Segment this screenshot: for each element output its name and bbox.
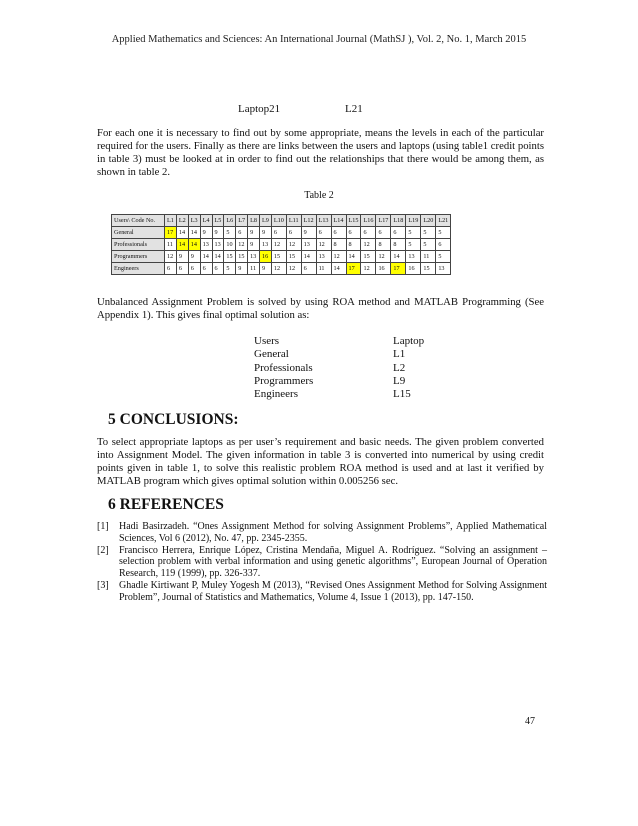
table-cell: 15 [361,251,376,263]
table-cell: 16 [376,263,391,275]
table-column-header: L10 [271,215,286,227]
table-cell: 5 [406,227,421,239]
table-cell: 13 [316,251,331,263]
table-cell: 9 [200,227,212,239]
table-cell: 12 [331,251,346,263]
table-cell: 6 [176,263,188,275]
solution-laptop: L9 [393,374,406,387]
table-column-header: L9 [260,215,272,227]
solution-row [254,362,424,375]
body-paragraph-1: For each one it is necessary to find out by some appropriate, means the levels in each of the particular required for the users. Finally as there are links between the users and laptops (using table1 credit points in table 3) must be looked at in order to find out the relationships that there would be among them, as shown in table 2. [97,127,544,178]
table-cell: 12 [361,239,376,251]
table-cell: 14 [176,239,188,251]
table-column-header: L20 [421,215,436,227]
table-cell: 9 [260,263,272,275]
running-header: Applied Mathematics and Sciences: An International Journal (MathSJ ), Vol. 2, No. 1, March 2015 [111,34,527,45]
table-column-header: L8 [248,215,260,227]
table-cell: 6 [286,227,301,239]
table-cell: 12 [286,239,301,251]
table-row [112,239,451,251]
page-number: 47 [525,716,535,727]
table-cell: 6 [346,227,361,239]
table-cell: 13 [301,239,316,251]
table-cell: 6 [188,263,200,275]
table-cell: 15 [421,263,436,275]
table-column-header: L11 [286,215,301,227]
table-column-header: L16 [361,215,376,227]
table-column-header: L13 [316,215,331,227]
table-cell: 6 [316,227,331,239]
solution-row [254,375,424,388]
table-cell: 6 [271,227,286,239]
conclusions-text: To select appropriate laptops as per user’s requirement and basic needs. The given problem converted into Assignment Model. The given information in table 3 is converted into numerical by using credit points given in table 1, to solve this realistic problem ROA method is used and at last it verified by MATLAB program which gives optimal solution within 0.005256 sec. [97,436,544,487]
table-cell: 8 [331,239,346,251]
table-cell: 11 [248,263,260,275]
table-header-row [112,215,451,227]
reference-item [97,580,547,604]
table-cell: 17 [346,263,361,275]
table-column-header: L12 [301,215,316,227]
table-cell: 6 [165,263,177,275]
table-cell: 6 [376,227,391,239]
solution-header-laptop: Laptop [393,335,425,347]
table-cell: 13 [200,239,212,251]
table-cell: 14 [346,251,361,263]
table-cell: 13 [248,251,260,263]
table-cell: 15 [271,251,286,263]
reference-text: Ghadle Kirtiwant P, Muley Yogesh M (2013), “Revised Ones Assignment Method for Solving Assignment Problem”, Journal of Statistics and Mathematics, Volume 4, Issue 1 (2013), pp. 147-150. [119,579,547,603]
solution-laptop: L1 [393,348,406,361]
table-cell: 9 [212,227,224,239]
table-cell: 14 [176,227,188,239]
table-cell: 15 [224,251,236,263]
table-cell: 5 [224,263,236,275]
table-column-header: L1 [165,215,177,227]
table-cell: 8 [391,239,406,251]
solution-header-row [254,335,424,348]
table-cell: 13 [406,251,421,263]
body-paragraph-2: Unbalanced Assignment Problem is solved by using ROA method and MATLAB Programming (See Appendix 1). This gives final optimal solution as: [97,296,544,321]
solution-user: Professionals [254,361,313,374]
solution-user: General [254,348,289,361]
table-column-header: L15 [346,215,361,227]
table-cell: 12 [271,263,286,275]
table-column-header: L5 [212,215,224,227]
table-cell: 6 [331,227,346,239]
table-cell: 5 [421,239,436,251]
table-column-header: L3 [188,215,200,227]
table-cell: 16 [406,263,421,275]
table-cell: 14 [301,251,316,263]
table-cell: 5 [224,227,236,239]
table-caption: Table 2 [304,190,334,201]
reference-number: [1] [97,521,109,532]
table-column-header: L17 [376,215,391,227]
table-cell: 11 [316,263,331,275]
table-column-header: L21 [436,215,451,227]
table-cell: 6 [361,227,376,239]
solution-list [254,335,424,401]
table-cell: 14 [391,251,406,263]
table-cell: 8 [346,239,361,251]
table-column-header: L19 [406,215,421,227]
table-cell: 14 [331,263,346,275]
references-list [97,521,547,604]
table-cell: 5 [436,227,451,239]
table-cell: 10 [224,239,236,251]
table-cell: 8 [376,239,391,251]
table-cell: 9 [301,227,316,239]
table-cell: 12 [376,251,391,263]
reference-item [97,521,547,545]
table-cell: 11 [421,251,436,263]
solution-user: Engineers [254,388,298,401]
reference-item [97,545,547,580]
table-cell: 5 [421,227,436,239]
table-cell: 12 [271,239,286,251]
table-cell: 13 [260,239,272,251]
table-cell: 13 [212,239,224,251]
solution-row [254,348,424,361]
table-cell: 6 [200,263,212,275]
table-cell: 15 [236,251,248,263]
table-cell: 12 [165,251,177,263]
table-cell: 12 [236,239,248,251]
table-cell: 9 [188,251,200,263]
table-body [112,227,451,275]
table-cell: 13 [436,263,451,275]
table-row-label: General [112,227,165,239]
solution-user: Programmers [254,374,314,387]
table-cell: 5 [406,239,421,251]
table-cell: 6 [236,227,248,239]
table-row [112,227,451,239]
table-cell: 5 [436,251,451,263]
table-row [112,251,451,263]
references-heading: 6 REFERENCES [108,496,224,513]
table-column-header: L7 [236,215,248,227]
table-cell: 9 [176,251,188,263]
table-cell: 6 [212,263,224,275]
table-column-header: L2 [176,215,188,227]
table-cell: 17 [391,263,406,275]
table-cell: 14 [212,251,224,263]
table-column-header: L6 [224,215,236,227]
table-cell: 12 [316,239,331,251]
table-cell: 12 [286,263,301,275]
table-row-label: Engineers [112,263,165,275]
table-cell: 6 [436,239,451,251]
table-column-header: L4 [200,215,212,227]
table-cell: 9 [260,227,272,239]
reference-text: Francisco Herrera, Enrique López, Cristina Mendaña, Miguel A. Rodríguez. “Solving an assignment – selection problem with verbal information and using genetic algorithms”, European Journal of Operation Research, 119 (1999), pp. 326-337. [119,544,547,580]
table-column-header: L18 [391,215,406,227]
table-cell: 6 [301,263,316,275]
table-row-label: Programmers [112,251,165,263]
table-cell: 15 [286,251,301,263]
table-cell: 9 [248,239,260,251]
laptop-line-laptop: L21 [345,103,363,115]
users-laptops-table [111,214,451,275]
reference-text: Hadi Basirzadeh. “Ones Assignment Method for solving Assignment Problems”, Applied Mathematical Sciences, Vol 6 (2012), No. 47, pp. 2345-2355. [119,521,547,544]
solution-laptop: L2 [393,361,406,374]
table-cell: 6 [391,227,406,239]
table-cell: 17 [165,227,177,239]
table-corner-header: Users\ Code No. [112,215,165,227]
table-cell: 16 [260,251,272,263]
table-cell: 9 [248,227,260,239]
solution-header-users: Users [254,335,280,347]
table-cell: 12 [361,263,376,275]
reference-number: [2] [97,544,109,556]
table-cell: 9 [236,263,248,275]
table-cell: 14 [200,251,212,263]
solution-row [254,388,424,401]
table-cell: 14 [188,227,200,239]
table-row-label: Professionals [112,239,165,251]
table-row [112,263,451,275]
table-cell: 11 [165,239,177,251]
reference-number: [3] [97,579,109,591]
conclusions-heading: 5 CONCLUSIONS: [108,411,239,428]
table-cell: 14 [188,239,200,251]
laptop-line-user: Laptop21 [238,103,281,115]
solution-laptop: L15 [393,388,411,401]
table-column-header: L14 [331,215,346,227]
